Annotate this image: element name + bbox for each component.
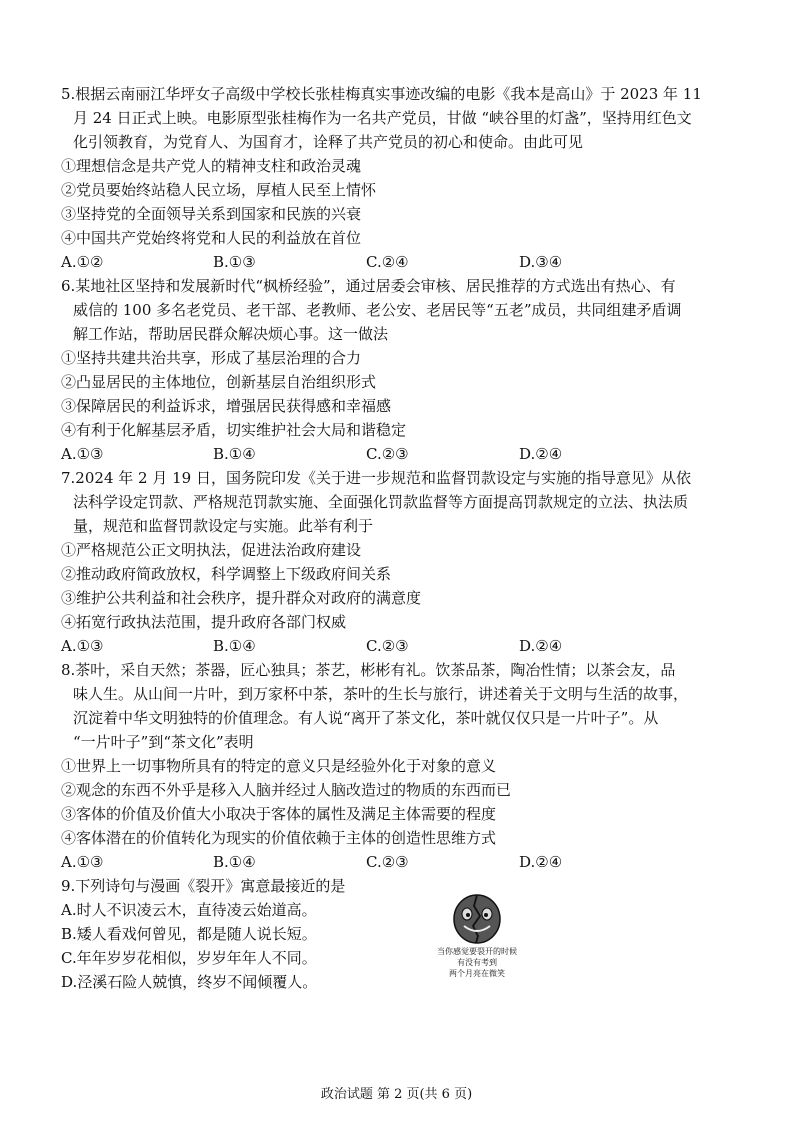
option-d: D.泾溪石险人兢慎，终岁不闻倾覆人。 xyxy=(61,973,318,991)
statement: ④客体潜在的价值转化为现实的价值依赖于主体的创造性思维方式 xyxy=(61,829,497,847)
question-7 xyxy=(61,466,733,658)
answer-choices xyxy=(61,634,733,658)
choice-a: A.①② xyxy=(61,253,104,271)
stem-line: 7.2024 年 2 月 19 日，国务院印发《关于进一步规范和监督罚款设定与实施的指导意见》从依 xyxy=(61,469,691,487)
answer-choices xyxy=(61,442,733,466)
statement: ①严格规范公正文明执法，促进法治政府建设 xyxy=(61,541,362,559)
statement: ②观念的东西不外乎是移入人脑并经过人脑改造过的物质的东西而已 xyxy=(61,781,512,799)
stem-line: “一片叶子”到“茶文化”表明 xyxy=(73,733,254,751)
choice-c: C.②③ xyxy=(366,637,409,655)
statement: ③客体的价值及价值大小取决于客体的属性及满足主体需要的程度 xyxy=(61,805,497,823)
choice-b: B.①④ xyxy=(213,853,256,871)
statement: ④拓宽行政执法范围，提升政府各部门权威 xyxy=(61,613,347,631)
stem-line: 沉淀着中华文明独特的价值理念。有人说“离开了茶文化，茶叶就仅仅只是一片叶子”。从 xyxy=(73,709,659,727)
statement: ③保障居民的利益诉求，增强居民获得感和幸福感 xyxy=(61,397,392,415)
choice-a: A.①③ xyxy=(61,637,104,655)
statement: ④中国共产党始终将党和人民的利益放在首位 xyxy=(61,229,362,247)
stem-line: 威信的 100 多名老党员、老干部、老教师、老公安、老居民等“五老”成员，共同组建矛盾调 xyxy=(73,301,682,319)
stem-line: 化引领教育，为党育人、为国育才，诠释了共产党员的初心和使命。由此可见 xyxy=(73,133,584,151)
stem-line: 5.根据云南丽江华坪女子高级中学校长张桂梅真实事迹改编的电影《我本是高山》于 2023 年 11 xyxy=(61,85,702,103)
stem-line: 8.茶叶，采自天然；茶器，匠心独具；茶艺，彬彬有礼。饮茶品茶，陶冶性情；以茶会友，品 xyxy=(61,661,676,679)
choice-b: B.①③ xyxy=(213,253,256,271)
question-8 xyxy=(61,658,733,874)
option-a: A.时人不识凌云木，直待凌云始道高。 xyxy=(61,901,317,919)
statement: ②凸显居民的主体地位，创新基层自治组织形式 xyxy=(61,373,377,391)
answer-choices xyxy=(61,850,733,874)
choice-c: C.②④ xyxy=(366,253,409,271)
cartoon-caption-line: 当你感觉要裂开的时候 xyxy=(437,947,517,956)
statement: ①坚持共建共治共享，形成了基层治理的合力 xyxy=(61,349,362,367)
statement: ③坚持党的全面领导关系到国家和民族的兴衰 xyxy=(61,205,362,223)
option-b: B.矮人看戏何曾见，都是随人说长短。 xyxy=(61,925,317,943)
cartoon-caption-line: 有没有考到 xyxy=(457,958,497,967)
question-9 xyxy=(61,874,733,994)
question-stem xyxy=(61,274,733,346)
statement: ②党员要始终站稳人民立场，厚植人民至上情怀 xyxy=(61,181,377,199)
cracked-face-icon xyxy=(422,892,532,982)
question-stem xyxy=(61,658,733,754)
statement: ①世界上一切事物所具有的特定的意义只是经验外化于对象的意义 xyxy=(61,757,497,775)
choice-d: D.②④ xyxy=(519,637,563,655)
choice-d: D.②④ xyxy=(519,853,563,871)
choice-c: C.②③ xyxy=(366,445,409,463)
cartoon-illustration xyxy=(422,892,532,982)
page-footer: 政治试题 第 2 页(共 6 页) xyxy=(320,1087,473,1102)
stem-line: 6.某地社区坚持和发展新时代“枫桥经验”，通过居委会审核、居民推荐的方式选出有热心、有 xyxy=(61,277,676,295)
question-stem xyxy=(61,466,733,538)
choice-b: B.①④ xyxy=(213,445,256,463)
choice-c: C.②③ xyxy=(366,853,409,871)
stem-line: 法科学设定罚款、严格规范罚款实施、全面强化罚款监督等方面提高罚款规定的立法、执法质 xyxy=(73,493,689,511)
option-c: C.年年岁岁花相似，岁岁年年人不同。 xyxy=(61,949,317,967)
stem-line: 月 24 日正式上映。电影原型张桂梅作为一名共产党员，甘做 “峡谷里的灯盏”，坚持用红色文 xyxy=(73,109,692,127)
statement: ④有利于化解基层矛盾，切实维护社会大局和谐稳定 xyxy=(61,421,407,439)
stem-line: 量，规范和监督罚款设定与实施。此举有利于 xyxy=(73,517,374,535)
cartoon-caption-line: 两个月亮在微笑 xyxy=(449,969,505,978)
choice-a: A.①③ xyxy=(61,445,104,463)
question-5 xyxy=(61,82,733,274)
question-stem: 9.下列诗句与漫画《裂开》寓意最接近的是 xyxy=(61,877,346,895)
stem-line: 味人生。从山间一片叶，到万家杯中茶，茶叶的生长与旅行，讲述着关于文明与生活的故事， xyxy=(73,685,689,703)
statement: ②推动政府简政放权，科学调整上下级政府间关系 xyxy=(61,565,392,583)
answer-options xyxy=(61,898,733,994)
stem-line: 解工作站，帮助居民群众解决烦心事。这一做法 xyxy=(73,325,389,343)
statement: ①理想信念是共产党人的精神支柱和政治灵魂 xyxy=(61,157,362,175)
statement: ③维护公共利益和社会秩序，提升群众对政府的满意度 xyxy=(61,589,422,607)
answer-choices xyxy=(61,250,733,274)
question-6 xyxy=(61,274,733,466)
choice-a: A.①③ xyxy=(61,853,104,871)
choice-b: B.①④ xyxy=(213,637,256,655)
choice-d: D.②④ xyxy=(519,445,563,463)
choice-d: D.③④ xyxy=(519,253,563,271)
question-stem xyxy=(61,82,733,154)
